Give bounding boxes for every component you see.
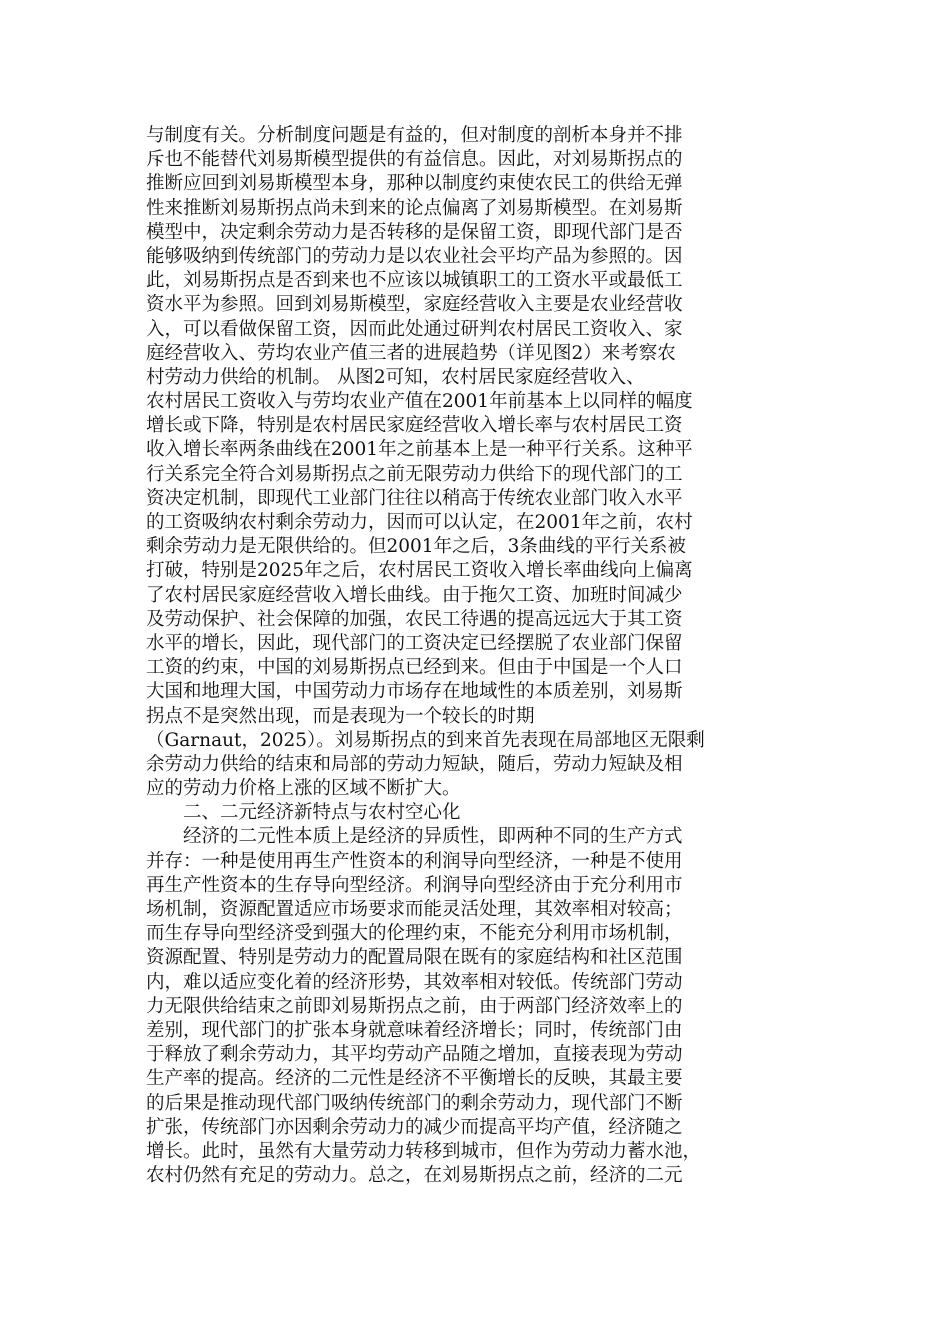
text-line: 能够吸纳到传统部门的劳动力是以农业社会平均产品为参照的。因 — [146, 245, 683, 267]
text-line: 经济的二元性本质上是经济的异质性，即两种不同的生产方式 — [183, 826, 683, 848]
text-line: 而生存导向型经济受到强大的伦理约束，不能充分利用市场机制， — [146, 923, 683, 945]
text-line: 增长。此时，虽然有大量劳动力转移到城市，但作为劳动力蓄水池， — [146, 1140, 702, 1162]
text-line: 扩张，传统部门亦因剩余劳动力的减少而提高平均产值，经济随之 — [146, 1116, 683, 1138]
text-line: 了农村居民家庭经营收入增长曲线。由于拖欠工资、加班时间减少 — [146, 584, 683, 606]
text-line: 行关系完全符合刘易斯拐点之前无限劳动力供给下的现代部门的工 — [146, 463, 683, 485]
text-line: 场机制，资源配置适应市场要求而能灵活处理，其效率相对较高； — [146, 899, 683, 920]
text-line: 工资的约束，中国的刘易斯拐点已经到来。但由于中国是一个人口 — [146, 657, 683, 679]
text-line: 收入增长率两条曲线在2001年之前基本上是一种平行关系。这种平 — [146, 439, 693, 461]
text-line: 内，难以适应变化着的经济形势，其效率相对较低。传统部门劳动 — [146, 971, 683, 993]
text-line: 的工资吸纳农村剩余劳动力，因而可以认定，在2001年之前，农村 — [146, 512, 693, 533]
text-line: 资源配置、特别是劳动力的配置局限在既有的家庭结构和社区范围 — [146, 947, 683, 969]
text-line: 及劳动保护、社会保障的加强，农民工待遇的提高远远大于其工资 — [146, 608, 683, 630]
text-line: 资决定机制，即现代工业部门往往以稍高于传统农业部门收入水平 — [146, 487, 683, 509]
text-line: 于释放了剩余劳动力，其平均劳动产品随之增加，直接表现为劳动 — [146, 1044, 683, 1066]
text-line: 此，刘易斯拐点是否到来也不应该以城镇职工的工资水平或最低工 — [146, 270, 683, 292]
text-line: 推断应回到刘易斯模型本身，那种以制度约束使农民工的供给无弹 — [146, 173, 683, 195]
text-line: 村劳动力供给的机制。 从图2可知，农村居民家庭经营收入、 — [146, 366, 645, 388]
text-line: 并存：一种是使用再生产性资本的利润导向型经济，一种是不使用 — [146, 850, 683, 872]
text-line: 应的劳动力价格上涨的区域不断扩大。 — [146, 778, 461, 800]
text-line: 大国和地理大国，中国劳动力市场存在地域性的本质差别，刘易斯 — [146, 681, 683, 703]
text-line: 水平的增长，因此，现代部门的工资决定已经摆脱了农业部门保留 — [146, 632, 683, 654]
text-line: 与制度有关。分析制度问题是有益的，但对制度的剖析本身并不排 — [146, 125, 683, 146]
text-line: 再生产性资本的生存导向型经济。利润导向型经济由于充分利用市 — [146, 874, 683, 896]
body-text — [146, 124, 806, 1188]
section-heading: 二、二元经济新特点与农村空心化 — [183, 802, 461, 824]
text-line: 差别，现代部门的扩张本身就意味着经济增长；同时，传统部门由 — [146, 1019, 683, 1041]
text-line: 生产率的提高。经济的二元性是经济不平衡增长的反映，其最主要 — [146, 1068, 683, 1090]
text-line: 剩余劳动力是无限供给的。但2001年之后，3条曲线的平行关系被 — [146, 536, 686, 558]
text-line: 资水平为参照。回到刘易斯模型，家庭经营收入主要是农业经营收 — [146, 294, 683, 316]
text-line: 余劳动力供给的结束和局部的劳动力短缺，随后，劳动力短缺及相 — [146, 753, 683, 775]
text-line: 增长或下降，特别是农村居民家庭经营收入增长率与农村居民工资 — [146, 415, 683, 437]
text-line: 农村仍然有充足的劳动力。总之，在刘易斯拐点之前，经济的二元 — [146, 1165, 683, 1187]
text-line: 力无限供给结束之前即刘易斯拐点之前，由于两部门经济效率上的 — [146, 995, 683, 1017]
text-line: 斥也不能替代刘易斯模型提供的有益信息。因此，对刘易斯拐点的 — [146, 149, 683, 171]
text-line: 模型中，决定剩余劳动力是否转移的是保留工资，即现代部门是否 — [146, 221, 683, 243]
text-line: 农村居民工资收入与劳均农业产值在2001年前基本上以同样的幅度 — [146, 391, 693, 413]
text-line: （Garnaut，2025）。刘易斯拐点的到来首先表现在局部地区无限剩 — [146, 729, 705, 751]
text-line: 打破，特别是2025年之后，农村居民工资收入增长率曲线向上偏离 — [146, 560, 693, 582]
text-line: 的后果是推动现代部门吸纳传统部门的剩余劳动力，现代部门不断 — [146, 1092, 683, 1114]
text-line: 拐点不是突然出现，而是表现为一个较长的时期 — [146, 705, 535, 727]
text-line: 性来推断刘易斯拐点尚未到来的论点偏离了刘易斯模型。在刘易斯 — [146, 197, 683, 219]
text-line: 庭经营收入、劳均农业产值三者的进展趋势（详见图2）来考察农 — [146, 342, 676, 364]
text-line: 入，可以看做保留工资，因而此处通过研判农村居民工资收入、家 — [146, 318, 683, 340]
